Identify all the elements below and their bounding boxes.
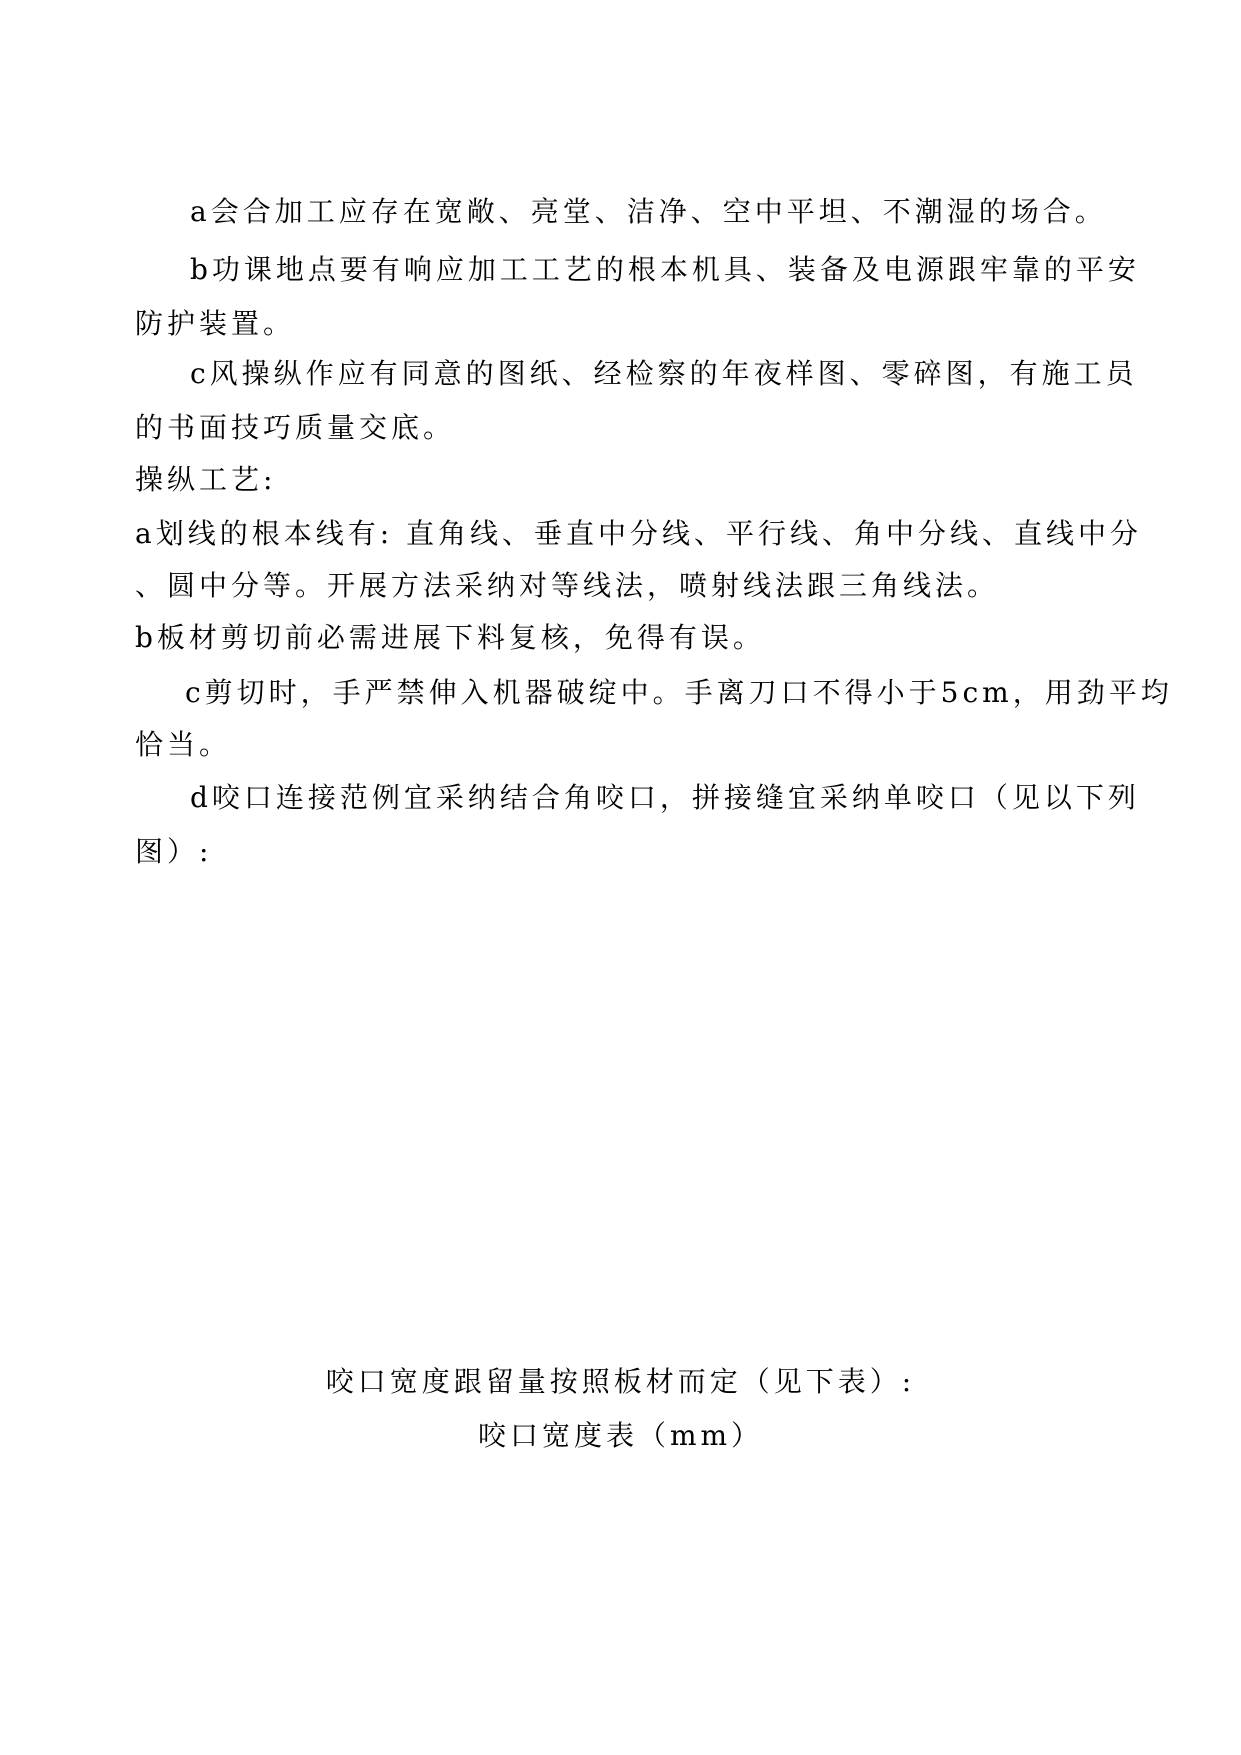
step-a-line-1: a划线的根本线有: 直角线、垂直中分线、平行线、角中分线、直线中分 [135,517,1143,550]
step-c-line-2: 恰当。 [135,728,232,761]
step-d-line-1: d咬口连接范例宜采纳结合角咬口，拼接缝宜采纳单咬口（见以下列 [190,781,1140,814]
step-b-line-1: b板材剪切前必需进展下料复核，免得有误。 [135,621,765,654]
paragraph-b-line-2: 防护装置。 [135,307,296,340]
section-heading: 操纵工艺: [135,463,277,496]
paragraph-a-line-1: a会合加工应存在宽敞、亮堂、洁净、空中平坦、不潮湿的场合。 [190,195,1107,228]
step-c-line-1: c剪切时，手严禁伸入机器破绽中。手离刀口不得小于5cm，用劲平均 [185,676,1173,709]
paragraph-b-line-1: b功课地点要有响应加工工艺的根本机具、装备及电源跟牢靠的平安 [190,253,1140,286]
table-intro-caption: 咬口宽度跟留量按照板材而定（见下表）: [325,1365,916,1398]
paragraph-c-line-2: 的书面技巧质量交底。 [135,411,456,444]
step-d-line-2: 图）: [135,835,213,868]
step-a-line-2: 、圆中分等。开展方法采纳对等线法，喷射线法跟三角线法。 [135,569,1000,602]
paragraph-c-line-1: c风操纵作应有同意的图纸、经检察的年夜样图、零碎图，有施工员 [190,357,1138,390]
table-title-caption: 咬口宽度表（mm） [477,1419,764,1452]
